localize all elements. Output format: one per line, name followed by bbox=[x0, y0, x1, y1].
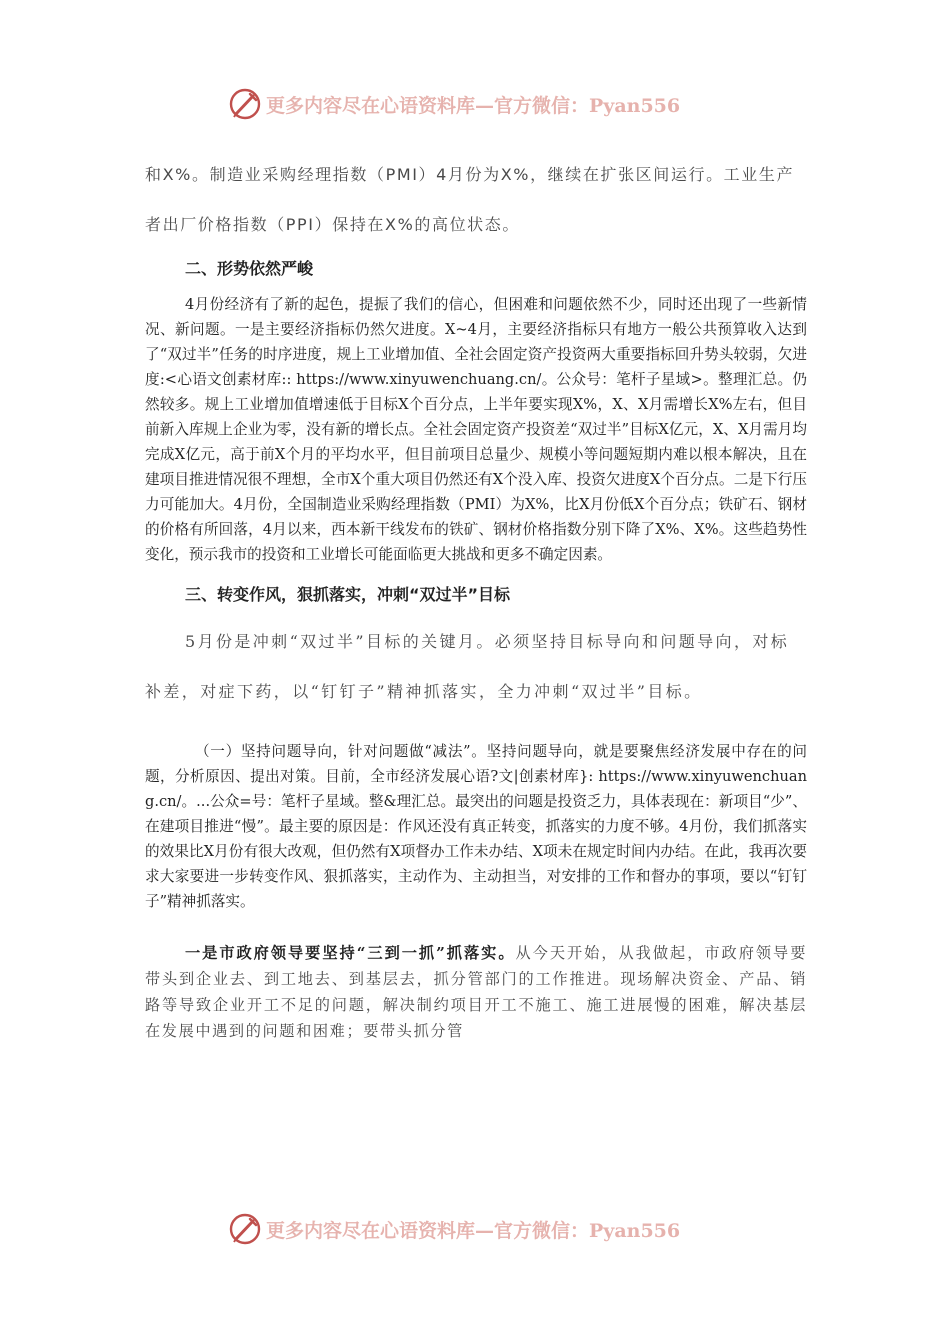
paragraph-problem-oriented: （一）坚持问题导向，针对问题做“减法”。坚持问题导向，就是要聚焦经济发展中存在的问题，分析原因、提出对策。目前，全市经济发展心语?文|创素材库}: https://www.xinyuwenchuang.cn/。...公众=号：笔杆子星域。整&理汇总。最突出的问题是投资乏力，具体表现在：新项目“少”、在建项目推进“慢”。最主要的原因是：作风还没有真正转变，抓落实的力度不够。4月份，我们抓落实的效果比X月份有很大改观，但仍然有X项督办工作未办结、X项未在规定时间内办结。在此，我再次要求大家要进一步转变作风、狠抓落实，主动作为、主动担当，对安排的工作和督办的事项，要以“钉钉子”精神抓落实。 bbox=[145, 743, 807, 910]
paragraph-may-key-month: 5月份是冲刺“双过半”目标的关键月。必须坚持目标导向和问题导向，对标补差，对症下药，以“钉钉子”精神抓落实，全力冲刺“双过半”目标。 bbox=[145, 632, 790, 701]
paragraph-leaders-lead: 一是市政府领导要坚持“三到一抓”抓落实。 bbox=[185, 944, 516, 962]
watermark-banner-bottom bbox=[228, 1207, 748, 1251]
heading-change-style: 三、转变作风，狠抓落实，冲刺“双过半”目标 bbox=[185, 585, 511, 604]
watermark-banner-top bbox=[228, 82, 748, 126]
paragraph-leaders-rest: 从今天开始，从我做起，市政府领导要带头到企业去、到工地去、到基层去，抓分管部门的工作推进。现场解决资金、产品、销路等导致企业开工不足的问题，解决制约项目开工不施工、施工进展慢的困难，解决基层在发展中遇到的问题和困难；要带头抓分管 bbox=[145, 944, 807, 1040]
watermark-text: 更多内容尽在心语资料库—官方微信：Pyan556 bbox=[266, 1219, 681, 1242]
paragraph-leaders bbox=[145, 940, 807, 1044]
watermark-text: 更多内容尽在心语资料库—官方微信：Pyan556 bbox=[266, 94, 681, 117]
paragraph-situation: 4月份经济有了新的起色，提振了我们的信心，但困难和问题依然不少，同时还出现了一些新情况、新问题。一是主要经济指标仍然欠进度。X~4月，主要经济指标只有地方一般公共预算收入达到了“双过半”任务的时序进度，规上工业增加值、全社会固定资产投资两大重要指标回升势头较弱，欠进度:<心语文创素材库:: https://www.xinyuwenchuang.cn/。公众号：笔杆子星域>。整理汇总。仍然较多。规上工业增加值增速低于目标X个百分点，上半年要实现X%，X、X月需增长X%左右，但目前新入库规上企业为零，没有新的增长点。全社会固定资产投资差“双过半”目标X亿元，X、X月需月均完成X亿元，高于前X个月的平均水平，但目前项目总量少、规模小等问题短期内难以根本解决，且在建项目推进情况很不理想，全市X个重大项目仍然还有X个没入库、投资欠进度X个百分点。二是下行压力可能加大。4月份，全国制造业采购经理指数（PMI）为X%，比X月份低X个百分点；铁矿石、钢材的价格有所回落，4月以来，西本新干线发布的铁矿、钢材价格指数分别下降了X%、X%。这些趋势性变化，预示我市的投资和工业增长可能面临更大挑战和更多不确定因素。 bbox=[145, 296, 807, 563]
pen-logo-icon bbox=[228, 1212, 262, 1246]
heading-situation-severe: 二、形势依然严峻 bbox=[185, 259, 314, 278]
pen-logo-icon bbox=[228, 87, 262, 121]
paragraph-economic-indicators: 和X%。制造业采购经理指数（PMI）4月份为X%，继续在扩张区间运行。工业生产者出厂价格指数（PPI）保持在X%的高位状态。 bbox=[145, 165, 795, 234]
document-body bbox=[145, 150, 807, 1044]
